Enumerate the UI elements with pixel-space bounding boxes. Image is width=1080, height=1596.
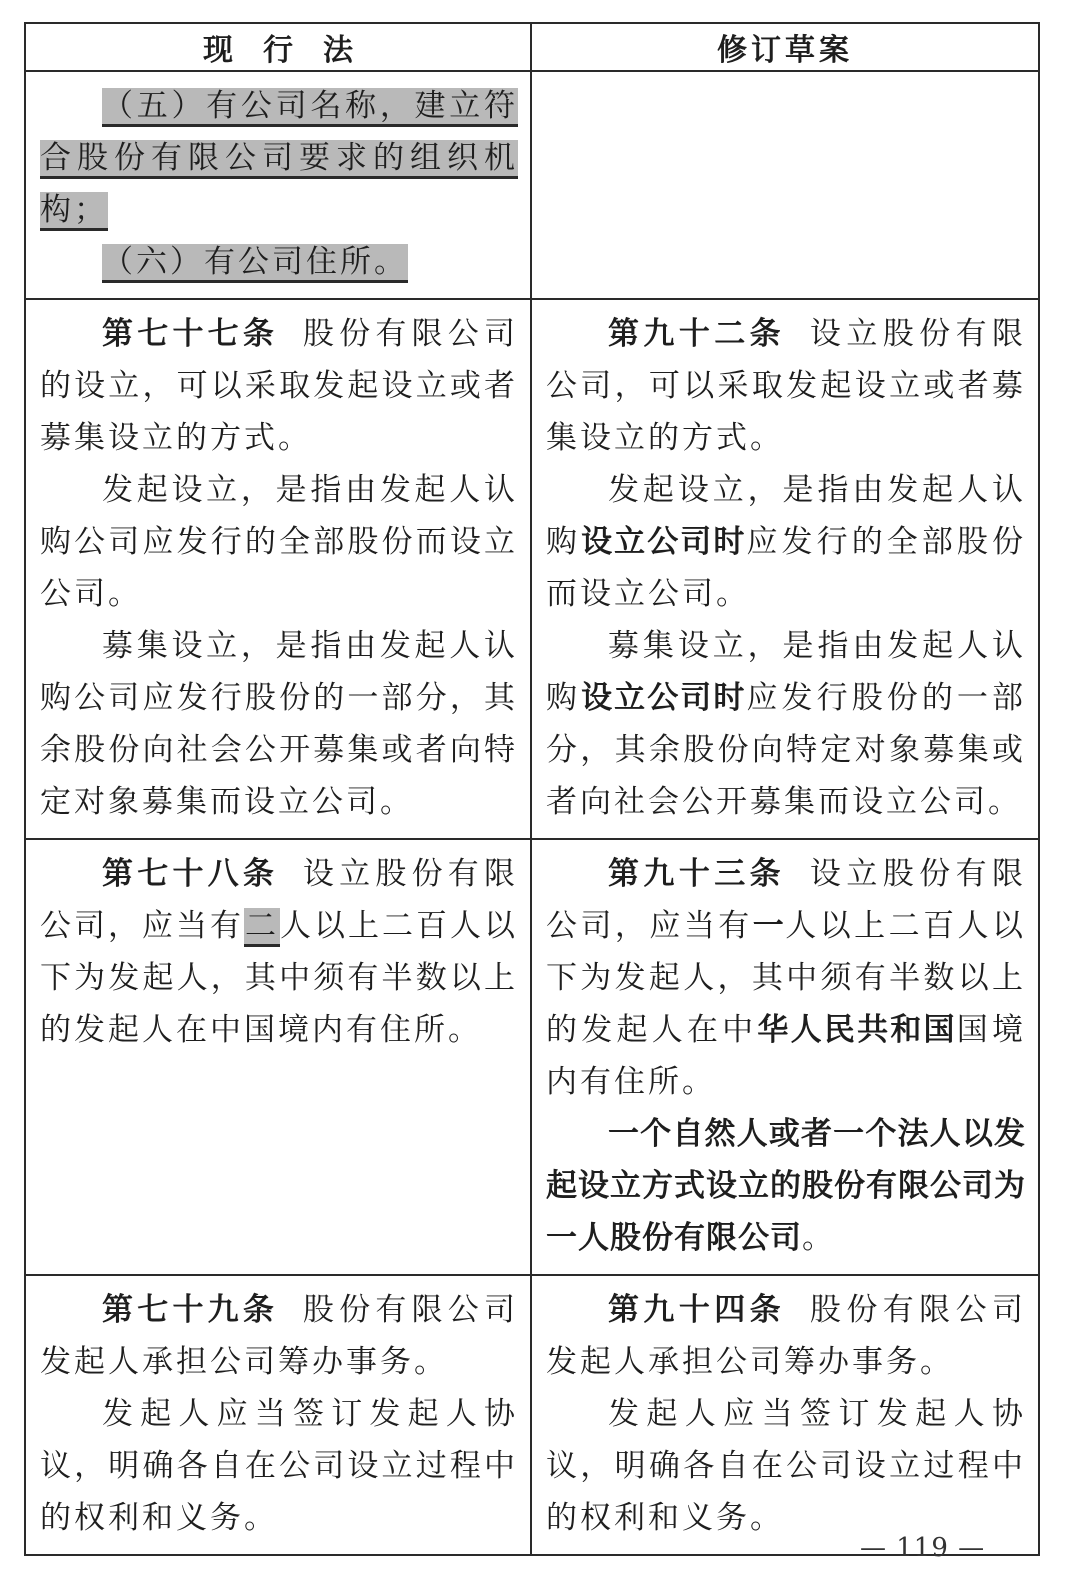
- added-text: 一个自然人或者一个法人以发起设立方式设立的股份有限公司为一人股份有限公司: [546, 1116, 1026, 1256]
- paragraph: [40, 1284, 518, 1388]
- current-law-cell: [25, 299, 531, 839]
- paragraph: [546, 464, 1026, 620]
- table-row: [25, 839, 1039, 1275]
- text: 股份有限公司发起人承担公司筹办事务。: [40, 1292, 519, 1380]
- paragraph: [546, 848, 1026, 1108]
- header-current-law: 现行法: [25, 23, 531, 71]
- text: 设立股份有限公司，可以采取发起设立或者募集设立的方式。: [546, 316, 1027, 456]
- paragraph: [546, 620, 1026, 828]
- text: 人以上二百人以下为发起人，其中须有半数以上的发起人在中国境内有住所。: [40, 908, 518, 1048]
- header-revised-draft: 修订草案: [531, 23, 1039, 71]
- deleted-text: 二: [244, 908, 280, 947]
- article-number: 第七十七条: [102, 316, 279, 352]
- added-text: 一: [752, 908, 786, 944]
- paragraph: [40, 848, 518, 1056]
- paragraph: [546, 308, 1026, 464]
- paragraph: [546, 1284, 1026, 1388]
- article-number: 第九十四条: [608, 1292, 786, 1328]
- paragraph: [40, 308, 518, 464]
- text: 应发行的全部股份而设立公司。: [546, 524, 1027, 612]
- current-law-cell: [25, 71, 531, 299]
- article-number: 第七十八条: [102, 856, 279, 892]
- added-text: 设立公司时: [581, 524, 747, 560]
- text: 人以上二百人以下为发起人，其中须有半数以上的发起人在中: [546, 908, 1027, 1048]
- article-number: 第七十九条: [102, 1292, 279, 1328]
- text: 设立股份有限公司，应当有: [546, 856, 1027, 944]
- text: 发起设立，是指由发起人认购: [546, 472, 1026, 560]
- paragraph: [40, 236, 518, 288]
- text: 应发行股份的一部分，其余股份向特定对象募集或者向社会公开募集而设立公司。: [546, 680, 1027, 820]
- highlighted-text: （六）有公司住所。: [102, 244, 408, 283]
- paragraph: [546, 1108, 1026, 1264]
- text: 募集设立，是指由发起人认购公司应发行股份的一部分，其余股份向社会公开募集或者向特定对象募集而设立公司。: [40, 628, 518, 820]
- text: 发起设立，是指由发起人认购公司应发行的全部股份而设立公司。: [40, 472, 518, 612]
- added-text: 华人民共和国: [757, 1012, 957, 1048]
- revised-draft-cell: [531, 71, 1039, 299]
- table-row: [25, 1275, 1039, 1555]
- paragraph: [40, 620, 518, 828]
- text: 股份有限公司的设立，可以采取发起设立或者募集设立的方式。: [40, 316, 519, 456]
- added-text: 设立公司时: [581, 680, 747, 716]
- paragraph: [546, 1388, 1026, 1544]
- paragraph: [40, 1388, 518, 1544]
- paragraph: [40, 464, 518, 620]
- text: 募集设立，是指由发起人认购: [546, 628, 1026, 716]
- table-row: [25, 71, 1039, 299]
- article-number: 第九十三条: [608, 856, 786, 892]
- current-law-cell: [25, 1275, 531, 1555]
- text: 发起人应当签订发起人协议，明确各自在公司设立过程中的权利和义务。: [546, 1396, 1026, 1536]
- text: 发起人应当签订发起人协议，明确各自在公司设立过程中的权利和义务。: [40, 1396, 518, 1536]
- revised-draft-cell: [531, 299, 1039, 839]
- paragraph: [40, 80, 518, 236]
- table-row: [25, 299, 1039, 839]
- comparison-table: [24, 22, 1040, 1556]
- revised-draft-cell: [531, 1275, 1039, 1555]
- text: 。: [802, 1220, 836, 1256]
- article-number: 第九十二条: [608, 316, 786, 352]
- text: 国境内有住所。: [546, 1012, 1027, 1100]
- revised-draft-cell: [531, 839, 1039, 1275]
- text: 股份有限公司发起人承担公司筹办事务。: [546, 1292, 1027, 1380]
- current-law-cell: [25, 839, 531, 1275]
- page-number: — 119 —: [860, 1533, 986, 1563]
- header-row: [25, 23, 1039, 71]
- text: 设立股份有限公司，应当有: [40, 856, 519, 944]
- highlighted-text: （五）有公司名称，建立符合股份有限公司要求的组织机构；: [40, 88, 518, 231]
